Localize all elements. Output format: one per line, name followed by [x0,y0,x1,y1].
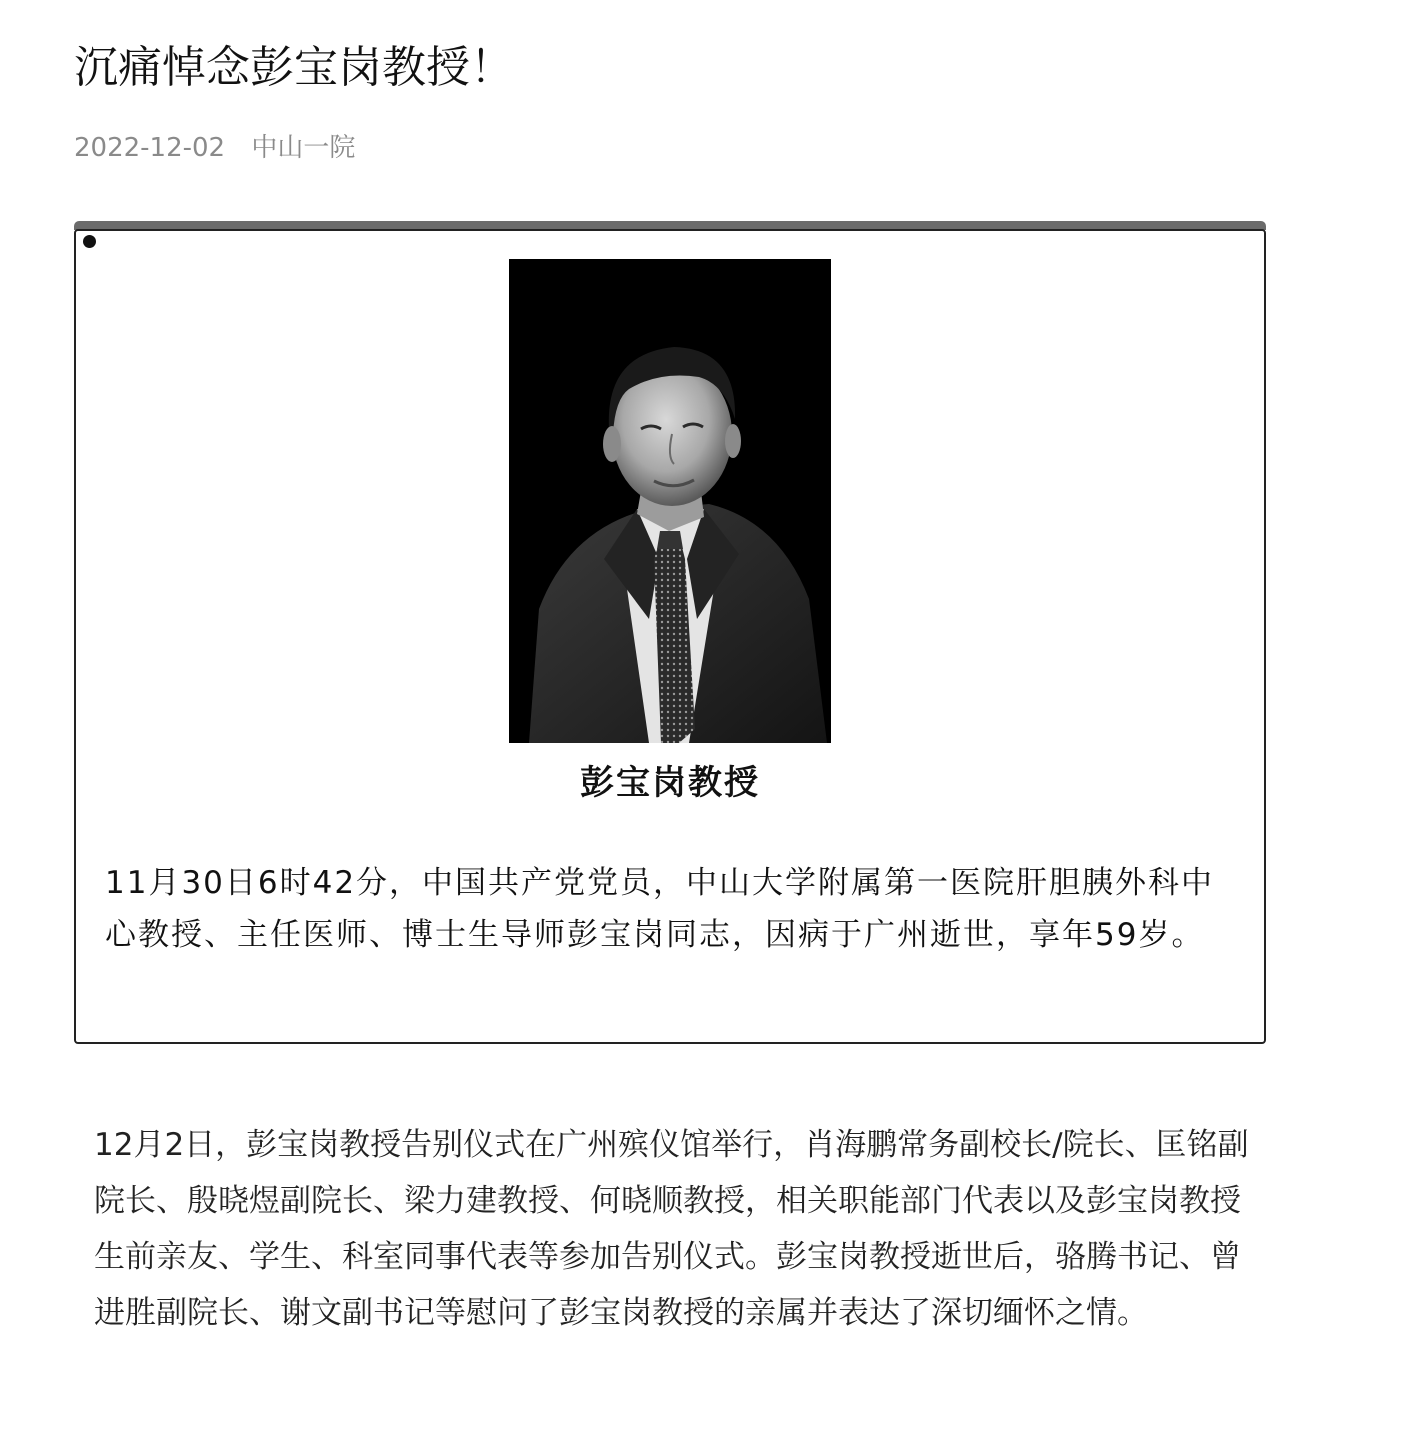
portrait-caption: 彭宝岗教授 [580,763,760,803]
obituary-text: 11月30日6时42分，中国共产党党员，中山大学附属第一医院肝胆胰外科中心教授、主任医师、博士生导师彭宝岗同志，因病于广州逝世，享年59岁。 [105,865,1215,953]
bullet-dot [83,235,96,248]
source-account-link[interactable]: 中山一院 [251,133,356,163]
publish-date: 2022-12-02 [74,133,226,163]
article-meta [74,128,355,168]
obituary-card [74,229,1266,1044]
portrait-photo [509,259,831,743]
article-title: 沉痛悼念彭宝岗教授！ [74,42,514,93]
article-paragraph: 12月2日，彭宝岗教授告别仪式在广州殡仪馆举行，肖海鹏常务副校长/院长、匡铭副院长、殷晓煜副院长、梁力建教授、何晓顺教授，相关职能部门代表以及彭宝岗教授生前亲友、学生、科室同事代表等参加告别仪式。彭宝岗教授逝世后，骆腾书记、曾进胜副院长、谢文副书记等慰问了彭宝岗教授的亲属并表达了深切缅怀之情。 [94,1127,1249,1331]
